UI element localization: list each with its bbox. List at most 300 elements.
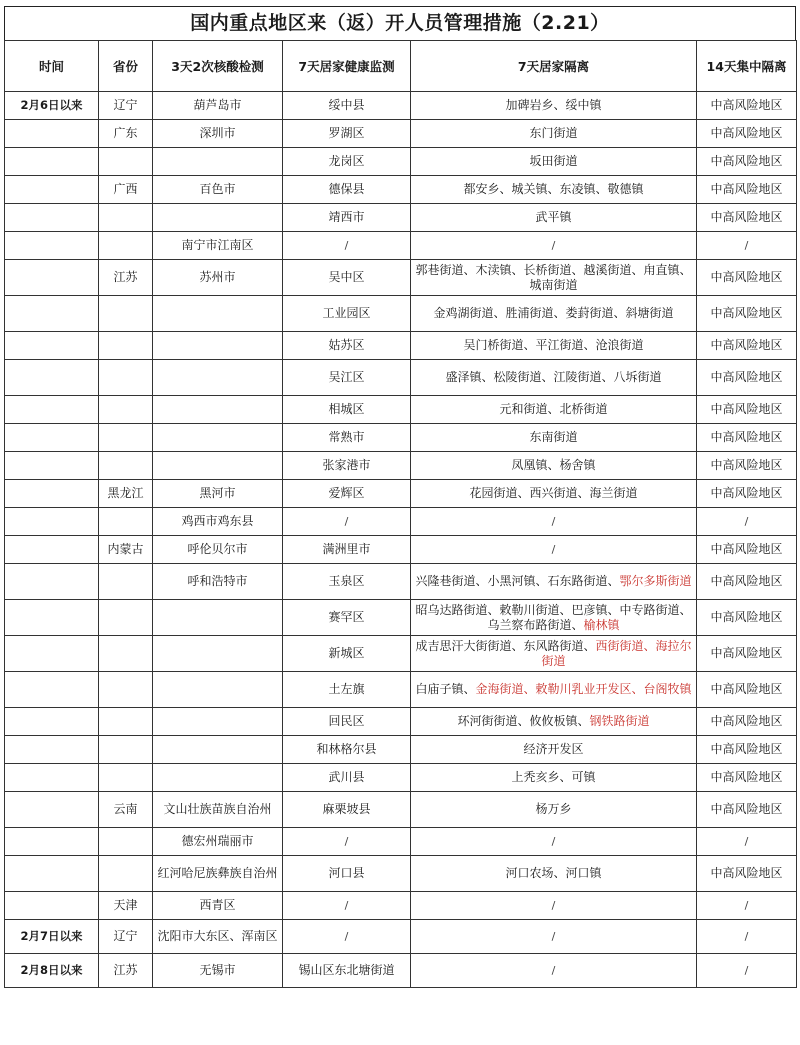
cell-central-isolation-text: 中高风险地区 [710,486,783,500]
cell-test [153,480,283,508]
cell-monitor-text: 玉泉区 [328,574,365,588]
cell-central-isolation [697,396,797,424]
cell-test [153,954,283,988]
table-row [5,792,797,828]
cell-province-text: 江苏 [113,963,138,977]
cell-central-isolation-text: 中高风险地区 [710,866,783,880]
highlighted-area-text: 榆林镇 [583,617,620,632]
cell-time [5,148,99,176]
cell-monitor-text: 武川县 [328,770,365,784]
cell-home-isolation-text: 环河街街道、攸攸板镇、 [457,714,590,728]
cell-test [153,672,283,708]
cell-monitor [283,536,411,564]
cell-time [5,708,99,736]
cell-test [153,296,283,332]
table-row [5,764,797,792]
cell-province-text: 江苏 [113,270,138,284]
table-row [5,424,797,452]
cell-test [153,232,283,260]
cell-monitor [283,480,411,508]
cell-time [5,176,99,204]
cell-test-text: 呼和浩特市 [187,574,248,588]
cell-monitor [283,828,411,856]
cell-test [153,600,283,636]
cell-central-isolation-text: / [744,515,749,528]
cell-province [99,204,153,232]
cell-province [99,672,153,708]
cell-province [99,892,153,920]
table-row [5,708,797,736]
cell-test-text: 西青区 [199,898,236,912]
cell-home-isolation-text: 兴隆巷街道、小黑河镇、石东路街道、 [415,574,620,588]
cell-central-isolation-text: 中高风险地区 [710,682,783,696]
cell-central-isolation [697,120,797,148]
cell-test-text: 无锡市 [199,963,236,977]
cell-central-isolation-text: 中高风险地区 [710,714,783,728]
cell-province [99,856,153,892]
cell-time-text: 2月7日以来 [20,929,83,943]
cell-test-text: 苏州市 [199,270,236,284]
cell-home-isolation [411,176,697,204]
table-row [5,396,797,424]
cell-central-isolation [697,480,797,508]
cell-province [99,736,153,764]
table-row [5,672,797,708]
cell-test [153,260,283,296]
table-row [5,600,797,636]
table-row [5,232,797,260]
table-row [5,920,797,954]
cell-province [99,452,153,480]
cell-home-isolation [411,564,697,600]
header-test: 3天2次核酸检测 [153,41,283,92]
cell-central-isolation [697,920,797,954]
cell-test-text: 南宁市江南区 [181,238,254,252]
cell-province-text: 广西 [113,182,138,196]
cell-monitor [283,636,411,672]
cell-central-isolation-text: 中高风险地区 [710,270,783,284]
cell-monitor-text: / [344,930,349,943]
header-province: 省份 [99,41,153,92]
cell-home-isolation-text: 坂田街道 [529,154,578,168]
cell-central-isolation-text: / [744,239,749,252]
cell-province [99,828,153,856]
table-row [5,204,797,232]
cell-central-isolation [697,204,797,232]
cell-test [153,736,283,764]
cell-test-text: 葫芦岛市 [193,98,242,112]
cell-monitor [283,92,411,120]
cell-home-isolation [411,856,697,892]
cell-monitor [283,396,411,424]
cell-monitor [283,954,411,988]
cell-monitor [283,120,411,148]
cell-central-isolation [697,424,797,452]
cell-province [99,536,153,564]
cell-home-isolation [411,600,697,636]
cell-time [5,564,99,600]
cell-test-text: 德宏州瑞丽市 [181,834,254,848]
cell-central-isolation-text: 中高风险地区 [710,370,783,384]
cell-home-isolation-text: 吴门桥街道、平江街道、沧浪街道 [463,338,644,352]
cell-time [5,508,99,536]
cell-home-isolation [411,536,697,564]
cell-time [5,828,99,856]
cell-central-isolation-text: 中高风险地区 [710,430,783,444]
cell-test-text: 深圳市 [199,126,236,140]
cell-province [99,954,153,988]
cell-central-isolation-text: 中高风险地区 [710,574,783,588]
cell-province [99,296,153,332]
highlighted-area-text: 钢铁路街道 [589,714,650,728]
table-row [5,736,797,764]
cell-province [99,480,153,508]
cell-home-isolation [411,360,697,396]
table-body [5,92,797,988]
cell-home-isolation-text: / [551,543,556,556]
cell-monitor-text: 德保县 [328,182,365,196]
table-row [5,954,797,988]
cell-test-text: 沈阳市大东区、浑南区 [157,929,278,943]
cell-time-text: 2月8日以来 [20,963,83,977]
cell-monitor [283,452,411,480]
cell-province-text: 黑龙江 [107,486,144,500]
table-row [5,564,797,600]
cell-test [153,452,283,480]
cell-monitor-text: 龙岗区 [328,154,365,168]
cell-monitor-text: 工业园区 [322,306,371,320]
cell-central-isolation [697,708,797,736]
cell-central-isolation [697,736,797,764]
cell-test [153,332,283,360]
cell-home-isolation [411,736,697,764]
cell-time [5,856,99,892]
cell-province [99,232,153,260]
cell-monitor [283,508,411,536]
cell-monitor-text: 张家港市 [322,458,371,472]
cell-home-isolation [411,672,697,708]
cell-central-isolation [697,332,797,360]
cell-monitor-text: 相城区 [328,402,365,416]
cell-test-text: 红河哈尼族彝族自治州 [157,866,278,880]
cell-monitor [283,856,411,892]
cell-monitor-text: 和林格尔县 [316,742,377,756]
cell-monitor [283,764,411,792]
cell-monitor-text: 锡山区东北塘街道 [298,963,395,977]
cell-home-isolation [411,120,697,148]
cell-central-isolation [697,636,797,672]
cell-home-isolation [411,708,697,736]
table-row [5,480,797,508]
cell-home-isolation [411,204,697,232]
cell-central-isolation [697,508,797,536]
cell-home-isolation-text: / [551,930,556,943]
table-row [5,296,797,332]
table-row [5,536,797,564]
cell-central-isolation-text: 中高风险地区 [710,210,783,224]
cell-time [5,232,99,260]
cell-central-isolation [697,176,797,204]
cell-test-text: 文山壮族苗族自治州 [163,802,272,816]
cell-home-isolation [411,92,697,120]
cell-test [153,564,283,600]
cell-monitor [283,232,411,260]
cell-test [153,204,283,232]
cell-monitor-text: 姑苏区 [328,338,365,352]
cell-home-isolation [411,508,697,536]
cell-test [153,792,283,828]
cell-monitor [283,920,411,954]
cell-home-isolation-text: / [551,964,556,977]
cell-home-isolation-text: 郭巷街道、木渎镇、长桥街道、越溪街道、甪直镇、城南街道 [415,262,692,292]
cell-central-isolation [697,792,797,828]
cell-province [99,708,153,736]
cell-province-text: 云南 [113,802,138,816]
cell-home-isolation [411,828,697,856]
cell-home-isolation-text: 凤凰镇、杨舍镇 [511,458,596,472]
cell-central-isolation [697,452,797,480]
cell-central-isolation-text: / [744,899,749,912]
cell-home-isolation-text: 上秃亥乡、可镇 [511,770,596,784]
cell-central-isolation [697,828,797,856]
cell-test [153,508,283,536]
cell-monitor-text: / [344,239,349,252]
cell-province [99,120,153,148]
cell-province [99,564,153,600]
cell-home-isolation-text: 杨万乡 [535,802,572,816]
cell-home-isolation-text: / [551,899,556,912]
cell-monitor-text: 绥中县 [328,98,365,112]
cell-test-text: 鸡西市鸡东县 [181,514,254,528]
cell-time [5,672,99,708]
cell-monitor-text: 常熟市 [328,430,365,444]
cell-home-isolation [411,148,697,176]
cell-home-isolation [411,920,697,954]
cell-test [153,148,283,176]
cell-time [5,636,99,672]
header-monitor: 7天居家健康监测 [283,41,411,92]
table-row [5,360,797,396]
cell-monitor [283,424,411,452]
cell-monitor [283,792,411,828]
cell-home-isolation-text: 经济开发区 [523,742,584,756]
cell-test [153,856,283,892]
cell-home-isolation [411,260,697,296]
cell-monitor [283,296,411,332]
cell-time [5,892,99,920]
cell-monitor-text: / [344,835,349,848]
cell-province [99,176,153,204]
cell-time [5,92,99,120]
cell-central-isolation-text: 中高风险地区 [710,742,783,756]
cell-monitor-text: 土左旗 [328,682,365,696]
highlighted-area-text: 鄂尔多斯街道 [619,574,692,588]
cell-central-isolation [697,892,797,920]
cell-home-isolation [411,892,697,920]
table-row [5,332,797,360]
cell-monitor [283,708,411,736]
cell-monitor-text: 河口县 [328,866,365,880]
cell-test [153,360,283,396]
cell-home-isolation-text: 花园街道、西兴街道、海兰街道 [469,486,638,500]
cell-time [5,452,99,480]
highlighted-area-text: 西街街道、海拉尔街道 [541,638,692,668]
cell-central-isolation [697,954,797,988]
cell-test [153,536,283,564]
cell-central-isolation [697,856,797,892]
cell-test-text: 黑河市 [199,486,236,500]
cell-province [99,920,153,954]
cell-monitor [283,332,411,360]
table-row [5,148,797,176]
cell-test [153,920,283,954]
cell-province-text: 广东 [113,126,138,140]
cell-central-isolation [697,360,797,396]
cell-central-isolation [697,296,797,332]
cell-home-isolation [411,954,697,988]
cell-home-isolation-text: 白庙子镇、 [415,682,476,696]
cell-monitor-text: 罗湖区 [328,126,365,140]
cell-monitor [283,176,411,204]
cell-central-isolation-text: 中高风险地区 [710,802,783,816]
cell-central-isolation-text: / [744,835,749,848]
cell-central-isolation-text: 中高风险地区 [710,182,783,196]
cell-central-isolation-text: / [744,930,749,943]
cell-home-isolation-text: 昭乌达路街道、敕勒川街道、巴彦镇、中专路街道、乌兰察布路街道、 [415,602,692,632]
cell-home-isolation-text: 元和街道、北桥街道 [499,402,608,416]
cell-central-isolation-text: 中高风险地区 [710,646,783,660]
cell-time [5,764,99,792]
cell-central-isolation-text: 中高风险地区 [710,458,783,472]
cell-province-text: 辽宁 [113,98,138,112]
cell-home-isolation [411,636,697,672]
cell-home-isolation [411,452,697,480]
cell-monitor-text: 靖西市 [328,210,365,224]
cell-central-isolation-text: / [744,964,749,977]
cell-monitor [283,564,411,600]
cell-time [5,736,99,764]
cell-test [153,636,283,672]
cell-province [99,636,153,672]
table-row [5,636,797,672]
cell-province [99,424,153,452]
header-time: 时间 [5,41,99,92]
cell-central-isolation-text: 中高风险地区 [710,610,783,624]
table-row [5,176,797,204]
table-row [5,120,797,148]
cell-time-text: 2月6日以来 [20,98,83,112]
cell-central-isolation-text: 中高风险地区 [710,770,783,784]
measures-table [4,40,797,988]
cell-province [99,360,153,396]
cell-monitor-text: / [344,899,349,912]
cell-central-isolation-text: 中高风险地区 [710,542,783,556]
table-row [5,508,797,536]
cell-time [5,536,99,564]
cell-monitor [283,600,411,636]
cell-time [5,120,99,148]
cell-test [153,708,283,736]
cell-province-text: 天津 [113,898,138,912]
cell-home-isolation-text: 河口农场、河口镇 [505,866,602,880]
cell-province [99,764,153,792]
cell-monitor-text: 爱辉区 [328,486,365,500]
cell-test-text: 百色市 [199,182,236,196]
cell-time [5,480,99,508]
header-home-isolation: 7天居家隔离 [411,41,697,92]
cell-time [5,920,99,954]
cell-monitor-text: 回民区 [328,714,365,728]
highlighted-area-text: 金海街道、敕勒川乳业开发区、台阁牧镇 [475,682,692,696]
cell-province [99,508,153,536]
cell-monitor-text: 满洲里市 [322,542,371,556]
cell-home-isolation-text: 盛泽镇、松陵街道、江陵街道、八坼街道 [445,370,662,384]
cell-test [153,828,283,856]
cell-home-isolation [411,424,697,452]
cell-province [99,396,153,424]
cell-central-isolation [697,92,797,120]
cell-central-isolation [697,536,797,564]
cell-test [153,92,283,120]
cell-home-isolation-text: / [551,835,556,848]
cell-home-isolation-text: 金鸡湖街道、胜浦街道、娄葑街道、斜塘街道 [433,306,674,320]
cell-time [5,296,99,332]
cell-home-isolation-text: 加碑岩乡、绥中镇 [505,98,602,112]
cell-test [153,424,283,452]
cell-test [153,764,283,792]
cell-central-isolation-text: 中高风险地区 [710,98,783,112]
cell-central-isolation [697,600,797,636]
cell-central-isolation-text: 中高风险地区 [710,154,783,168]
cell-monitor [283,736,411,764]
cell-home-isolation [411,792,697,828]
cell-province-text: 内蒙古 [107,542,144,556]
cell-test [153,892,283,920]
cell-monitor-text: 赛罕区 [328,610,365,624]
cell-central-isolation-text: 中高风险地区 [710,402,783,416]
table-row [5,892,797,920]
cell-central-isolation-text: 中高风险地区 [710,126,783,140]
cell-monitor-text: / [344,515,349,528]
table-title: 国内重点地区来（返）开人员管理措施（2.21） [4,6,796,40]
cell-home-isolation [411,480,697,508]
cell-central-isolation-text: 中高风险地区 [710,338,783,352]
table-row [5,828,797,856]
cell-home-isolation-text: / [551,239,556,252]
cell-monitor [283,148,411,176]
cell-monitor [283,672,411,708]
cell-home-isolation-text: 都安乡、城关镇、东凌镇、敬德镇 [463,182,644,196]
cell-central-isolation [697,260,797,296]
cell-home-isolation-text: 东门街道 [529,126,578,140]
cell-home-isolation [411,332,697,360]
table-row [5,856,797,892]
cell-home-isolation-text: 东南街道 [529,430,578,444]
cell-home-isolation [411,396,697,424]
cell-time [5,360,99,396]
cell-home-isolation [411,296,697,332]
table-row [5,452,797,480]
cell-time [5,332,99,360]
cell-time [5,954,99,988]
table-row [5,92,797,120]
cell-province [99,260,153,296]
cell-home-isolation-text: 武平镇 [535,210,572,224]
cell-monitor-text: 新城区 [328,646,365,660]
cell-time [5,260,99,296]
table-row [5,260,797,296]
cell-monitor-text: 吴中区 [328,270,365,284]
